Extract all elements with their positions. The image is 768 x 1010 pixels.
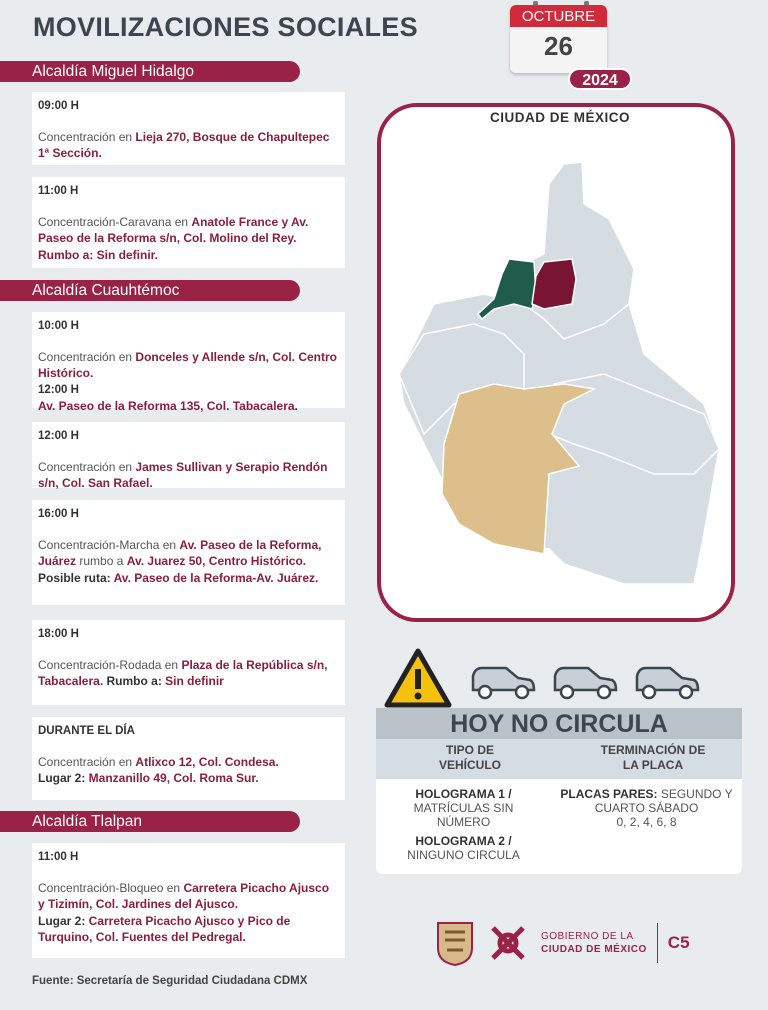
event-card <box>32 843 345 958</box>
logo-divider <box>657 923 658 963</box>
event-time: 11:00 H <box>38 185 79 197</box>
connector: en <box>171 214 192 229</box>
cdmx-logo <box>485 920 531 966</box>
event-type: Concentración-Rodada <box>38 657 162 672</box>
event-type: Concentración-Bloqueo <box>38 880 164 895</box>
event-type: Concentración-Caravana <box>38 214 172 229</box>
connector: en <box>115 459 136 474</box>
car-icon <box>634 664 700 702</box>
event-place: James Sullivan y Serapio Rendón s/n, Col. San Rafael. <box>38 459 328 490</box>
event-time: 16:00 H <box>38 508 79 520</box>
plates-digits: 0, 2, 4, 6, 8 <box>616 815 677 829</box>
car-icon <box>552 664 618 702</box>
event-time: 09:00 H <box>38 100 79 112</box>
map-title: CIUDAD DE MÉXICO <box>470 110 650 125</box>
route-label: Rumbo a: <box>103 674 166 688</box>
place-2-label: Lugar 2: <box>38 771 89 785</box>
event-place: Plaza de la República s/n, Tabacalera. <box>38 657 328 688</box>
hnc-title: HOY NO CIRCULA <box>376 708 742 739</box>
event-type: Concentración <box>38 129 116 144</box>
event-place: Atlixco 12, Col. Condesa. <box>135 754 279 769</box>
event-destination: Av. Juarez 50, Centro Histórico. <box>126 554 307 568</box>
source-note: Fuente: Secretaría de Seguridad Ciudadana CDMX <box>32 975 308 987</box>
event-place: Carretera Picacho Ajusco y Tizimín, Col. Jardines del Ajusco. <box>38 880 330 911</box>
event-place: Anatole France y Av. Paseo de la Reforma s/n, Col. Molino del Rey. Rumbo a: Sin definir. <box>38 214 309 262</box>
hnc-col2-header: TERMINACIÓN DE LA PLACA <box>600 743 706 772</box>
event-card <box>32 717 345 800</box>
event-place: Av. Paseo de la Reforma 135, Col. Tabacalera. <box>38 399 298 413</box>
hoy-no-circula-panel <box>376 708 742 874</box>
holo2-label: HOLOGRAMA 2 / <box>415 834 512 848</box>
event-type: Concentración <box>38 754 116 769</box>
connector: en <box>159 537 180 552</box>
event-card <box>32 312 345 413</box>
calendar-year: 2024 <box>568 68 632 90</box>
event-type: Concentración <box>38 459 116 474</box>
warning-icon <box>383 647 453 709</box>
gov-label-2: CIUDAD DE MÉXICO <box>541 944 647 955</box>
event-time: DURANTE EL DÍA <box>38 725 135 737</box>
cdmx-map <box>381 107 731 618</box>
event-card <box>32 177 345 268</box>
event-time: 11:00 H <box>38 851 79 863</box>
event-destination: Sin definir <box>165 674 224 688</box>
connector: en <box>163 880 184 895</box>
event-place: Donceles y Allende s/n, Col. Centro Histórico. <box>38 349 338 380</box>
holo2-text: NINGUNO CIRCULA <box>407 848 520 862</box>
calendar <box>510 5 607 73</box>
plates-text: SEGUNDO Y CUARTO SÁBADO <box>594 787 733 815</box>
gov-label: GOBIERNO DE LA <box>541 931 634 942</box>
section-tlalpan: Alcaldía Tlalpan <box>0 811 300 832</box>
event-time: 12:00 H <box>38 430 79 442</box>
section-miguel-hidalgo: Alcaldía Miguel Hidalgo <box>0 61 300 82</box>
event-place: Av. Paseo de la Reforma, Juárez <box>38 537 322 568</box>
plates-label: PLACAS PARES: <box>560 787 658 801</box>
hnc-col1-header: TIPO DE VEHÍCULO <box>438 743 501 772</box>
connector: en <box>115 129 136 144</box>
event-card <box>32 620 345 705</box>
connector: en <box>161 657 182 672</box>
holo1-label: HOLOGRAMA 1 / <box>415 787 512 801</box>
event-time: 10:00 H <box>38 320 79 332</box>
connector: rumbo a <box>76 554 127 568</box>
event-place-2: Manzanillo 49, Col. Roma Sur. <box>88 771 259 785</box>
event-place-2: Carretera Picacho Ajusco y Pico de Turquino, Col. Fuentes del Pedregal. <box>38 913 291 944</box>
logos <box>435 920 690 966</box>
event-route: Av. Paseo de la Reforma-Av. Juárez. <box>113 570 319 585</box>
event-type: Concentración <box>38 349 116 364</box>
event-time: 12:00 H <box>38 383 79 396</box>
holo1-text: MATRÍCULAS SIN NÚMERO <box>413 801 514 829</box>
map-frame <box>377 103 735 622</box>
event-card <box>32 500 345 605</box>
coat-of-arms-logo <box>435 920 475 966</box>
calendar-month: OCTUBRE <box>510 5 607 27</box>
event-place: Lieja 270, Bosque de Chapultepec 1ª Sección. <box>38 129 330 160</box>
calendar-day: 26 <box>544 31 573 61</box>
event-type: Concentración-Marcha <box>38 537 160 552</box>
event-time: 18:00 H <box>38 628 79 640</box>
event-card <box>32 422 345 488</box>
connector: en <box>115 349 136 364</box>
event-card <box>32 92 345 165</box>
route-label: Posible ruta: <box>38 570 114 585</box>
place-2-label: Lugar 2: <box>38 913 89 928</box>
connector: en <box>115 754 136 769</box>
car-icon <box>470 664 536 702</box>
page-title: MOVILIZACIONES SOCIALES <box>33 12 418 42</box>
section-cuauhtemoc: Alcaldía Cuauhtémoc <box>0 280 300 301</box>
c5-logo: C5 <box>667 933 690 952</box>
